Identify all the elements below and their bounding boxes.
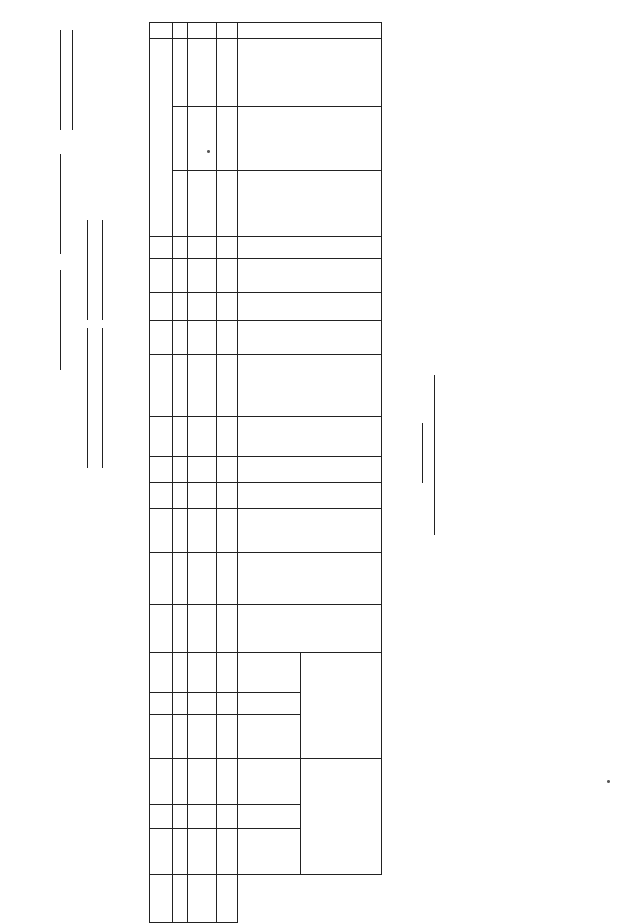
header-cell [238, 553, 382, 605]
executor-name-line [60, 30, 68, 130]
header-cell [238, 417, 382, 457]
accountant-signature-row [84, 22, 95, 882]
column-number [217, 355, 238, 417]
head-signature-row [99, 22, 110, 882]
email-line [60, 270, 68, 370]
accountant-signature-line [87, 220, 95, 320]
column-number [217, 605, 238, 653]
header-cell [238, 23, 382, 39]
total-label [150, 39, 173, 237]
table-cell [188, 457, 217, 483]
signature-block [56, 22, 110, 882]
table-cell [188, 293, 217, 321]
table-cell [150, 23, 173, 39]
header-group-due [301, 759, 382, 875]
header-cell [238, 605, 382, 653]
column-number [217, 483, 238, 509]
table-cell [188, 107, 217, 171]
column-number [217, 23, 238, 39]
table-total-row [150, 23, 173, 923]
header-cell [238, 321, 382, 355]
column-number [217, 259, 238, 293]
column-number [217, 107, 238, 171]
phone-line [60, 154, 68, 254]
table-row [188, 23, 217, 923]
column-number-row [217, 23, 238, 923]
table-cell [188, 171, 217, 237]
column-number [217, 875, 238, 923]
region-fill-line [434, 375, 442, 535]
subheader-cell [238, 805, 301, 829]
table-cell [188, 259, 217, 293]
subheader-cell [238, 715, 301, 759]
column-number [217, 457, 238, 483]
column-number [217, 321, 238, 355]
table-cell [188, 355, 217, 417]
header-cell [238, 39, 382, 107]
subheader-cell [238, 829, 301, 875]
column-number [217, 715, 238, 759]
table-cell [188, 39, 217, 107]
column-number [217, 237, 238, 259]
table-cell [188, 321, 217, 355]
table-header-row [301, 23, 382, 923]
header-cell [238, 355, 382, 417]
scan-speck [607, 780, 610, 783]
table-cell [188, 553, 217, 605]
table-cell [188, 759, 217, 805]
header-cell [238, 171, 382, 237]
table-cell [188, 509, 217, 553]
document-heading [422, 190, 444, 710]
header-group-subsidy [301, 653, 382, 759]
formula-cell [188, 693, 217, 715]
column-number [217, 293, 238, 321]
header-cell [238, 457, 382, 483]
header-cell [238, 259, 382, 293]
subheader-cell [238, 759, 301, 805]
date-seal-row [72, 22, 80, 882]
header-cell [238, 107, 382, 171]
date-fill-line [422, 423, 430, 483]
header-cell [238, 509, 382, 553]
head-name-line [102, 328, 110, 468]
table-cell [188, 829, 217, 875]
table-cell [188, 417, 217, 457]
subsidy-register-table [149, 22, 382, 923]
table-cell [188, 715, 217, 759]
header-cell [238, 237, 382, 259]
formula-cell [188, 805, 217, 829]
executor-row [60, 22, 68, 882]
accountant-name-line [87, 328, 95, 468]
column-number [217, 417, 238, 457]
signature-date-line [72, 30, 80, 130]
column-number [217, 759, 238, 805]
column-number [217, 693, 238, 715]
table-cell [188, 483, 217, 509]
header-cell [238, 483, 382, 509]
table-cell [188, 875, 217, 923]
table-cell [188, 653, 217, 693]
column-number [217, 39, 238, 107]
scan-speck [207, 150, 210, 153]
table-cell [188, 237, 217, 259]
table-row [173, 23, 188, 923]
column-number [217, 805, 238, 829]
header-cell [238, 293, 382, 321]
subheader-cell [238, 653, 301, 693]
subheader-cell [238, 693, 301, 715]
column-number [217, 171, 238, 237]
column-number [217, 553, 238, 605]
table-cell [188, 605, 217, 653]
table-cell [188, 23, 217, 39]
column-number [217, 829, 238, 875]
column-number [217, 509, 238, 553]
head-signature-line [102, 220, 110, 320]
column-number [217, 653, 238, 693]
